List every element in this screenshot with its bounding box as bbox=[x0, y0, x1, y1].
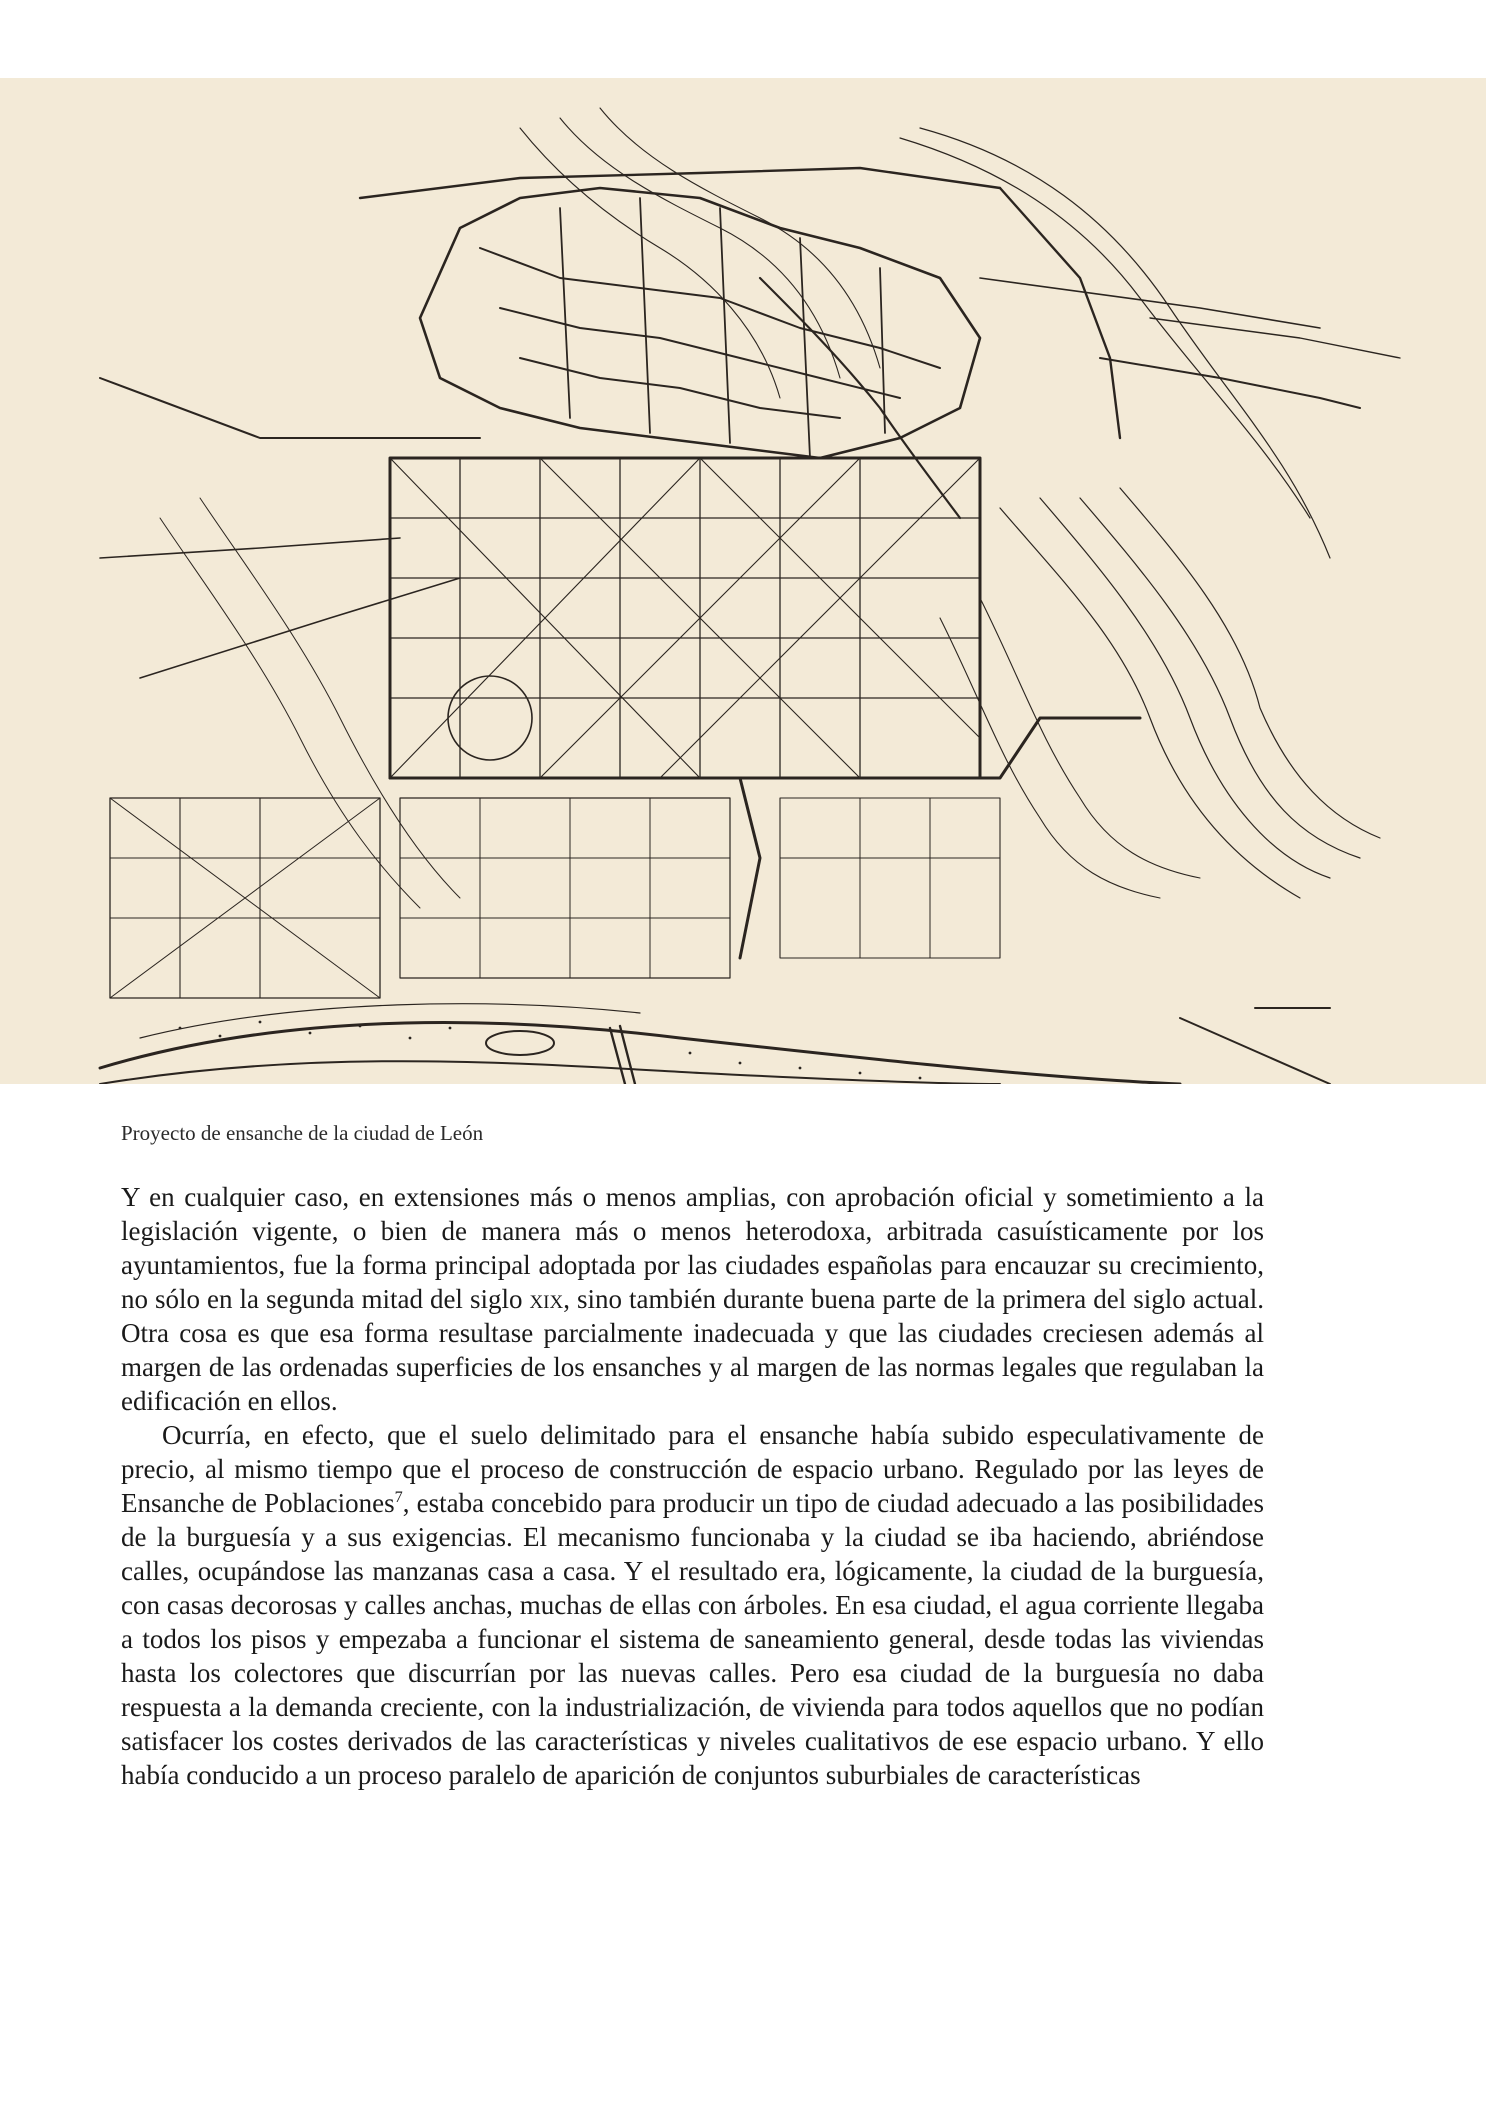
map-plate bbox=[0, 78, 1486, 1084]
paragraph-text: Y en cualquier caso, en extensiones más o menos amplias, con aprobación oficial y sometimiento a la legislación vigente, o bien de manera más o menos heterodoxa, arbitrada casuísticamente por los ayuntamientos, fue la forma principal adoptada por las ciudades españolas para encauzar su crecimiento, no sólo en la segunda mitad del siglo bbox=[121, 1182, 1264, 1314]
paragraph bbox=[121, 1180, 1264, 1418]
footnote-marker: 7 bbox=[394, 1488, 403, 1506]
century-numeral: xix bbox=[529, 1284, 564, 1314]
figure-caption: Proyecto de ensanche de la ciudad de León bbox=[121, 1121, 484, 1145]
paragraph-text: , sino también durante buena parte de la primera del siglo actual. Otra cosa es que esa forma resultase parcialmente inadecuada y que las ciudades creciesen además al margen de las ordenadas superficies de los ensanches y al margen de las normas legales que regulaban la edificación en ellos. bbox=[121, 1284, 1264, 1416]
body-text bbox=[121, 1180, 1264, 1792]
city-plan-map-illustration bbox=[0, 78, 1486, 1084]
paragraph-text: Ocurría, en efecto, que el suelo delimitado para el ensanche había subido especulativamente de precio, al mismo tiempo que el proceso de construcción de espacio urbano. Regulado por las leyes de Ensanche de Poblaciones bbox=[121, 1420, 1264, 1518]
paragraph-text: , estaba concebido para producir un tipo de ciudad adecuado a las posibilidades de la burguesía y a sus exigencias. El mecanismo funcionaba y la ciudad se iba haciendo, abriéndose calles, ocupándose las manzanas casa a casa. Y el resultado era, lógicamente, la ciudad de la burguesía, con casas decorosas y calles anchas, muchas de ellas con árboles. En esa ciudad, el agua corriente llegaba a todos los pisos y empezaba a funcionar el sistema de saneamiento general, desde todas las viviendas hasta los colectores que discurrían por las nuevas calles. Pero esa ciudad de la burguesía no daba respuesta a la demanda creciente, con la industrialización, de vivienda para todos aquellos que no podían satisfacer los costes derivados de las características y niveles cualitativos de ese espacio urbano. Y ello había conducido a un proceso paralelo de aparición de conjuntos suburbiales de características bbox=[121, 1488, 1264, 1790]
paragraph bbox=[121, 1418, 1264, 1792]
